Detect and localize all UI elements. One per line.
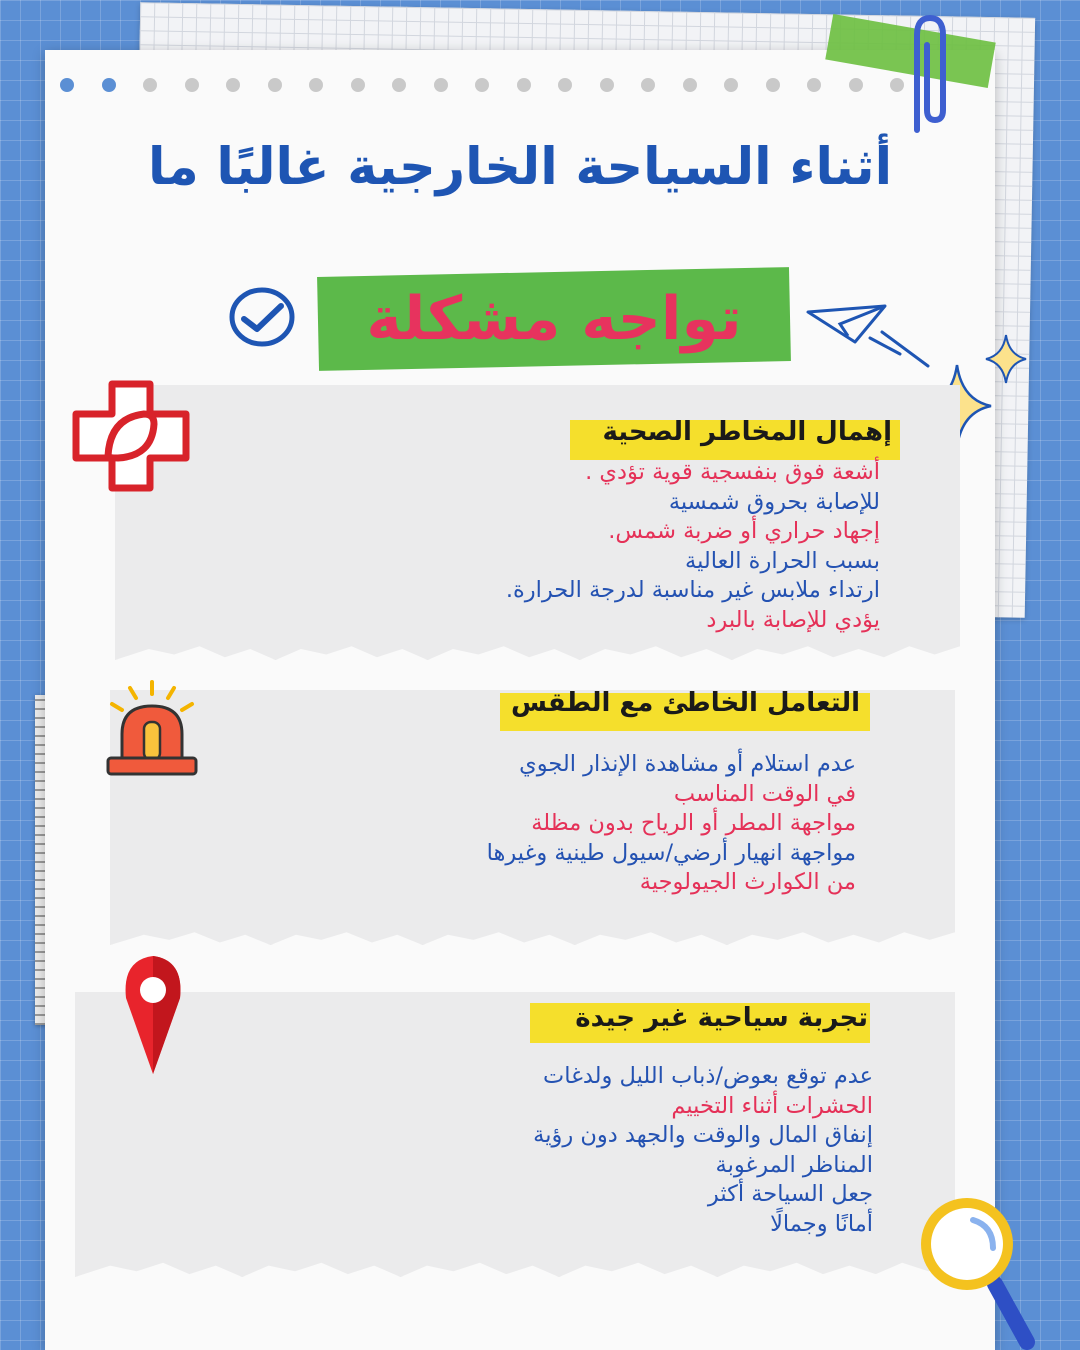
list-item: في الوقت المناسب xyxy=(673,780,856,807)
section-heading: التعامل الخاطئ مع الطقس xyxy=(510,688,860,718)
list-item: أشعة فوق بنفسجية قوية تؤدي . xyxy=(585,459,880,485)
punch-hole xyxy=(351,78,365,92)
list-item: إجهاد حراري أو ضربة شمس. xyxy=(608,518,880,544)
subtitle: تواجه مشكلة xyxy=(366,284,742,354)
list-item: إنفاق المال والوقت والجهد دون رؤية xyxy=(533,1122,873,1148)
list-item: من الكوارث الجيولوجية xyxy=(639,869,856,895)
punch-hole xyxy=(724,78,738,92)
list-item: عدم توقع بعوض/ذباب الليل ولدغات xyxy=(543,1063,873,1089)
section-heading: إهمال المخاطر الصحية xyxy=(602,417,892,447)
list-item: جعل السياحة أكثر xyxy=(707,1181,873,1207)
punch-hole xyxy=(143,78,157,92)
list-item: عدم استلام أو مشاهدة الإنذار الجوي xyxy=(519,751,856,777)
punch-hole xyxy=(641,78,655,92)
paperclip-icon xyxy=(895,10,955,140)
punch-hole xyxy=(309,78,323,92)
punch-hole xyxy=(475,78,489,92)
list-item: المناظر المرغوبة xyxy=(715,1151,873,1178)
page-title: أثناء السياحة الخارجية غالبًا ما xyxy=(147,138,893,197)
check-icon xyxy=(228,284,298,350)
medical-cross-icon xyxy=(70,378,192,494)
list-item: بسبب الحرارة العالية xyxy=(685,547,880,574)
punch-hole xyxy=(807,78,821,92)
section-list xyxy=(300,458,880,635)
punch-hole xyxy=(268,78,282,92)
alarm-siren-icon xyxy=(100,678,204,778)
list-item: الحشرات أثناء التخييم xyxy=(671,1092,873,1119)
punch-hole xyxy=(683,78,697,92)
list-item: مواجهة المطر أو الرياح بدون مظلة xyxy=(531,810,856,836)
section-list xyxy=(300,750,856,898)
punch-hole xyxy=(517,78,531,92)
punch-hole xyxy=(558,78,572,92)
punch-hole xyxy=(60,78,74,92)
punch-hole xyxy=(600,78,614,92)
map-pin-icon xyxy=(118,950,188,1080)
list-item: مواجهة انهيار أرضي/سيول طينية وغيرها xyxy=(486,839,856,866)
magnifier-icon xyxy=(915,1192,1040,1350)
list-item: يؤدي للإصابة بالبرد xyxy=(706,606,880,633)
punch-hole xyxy=(102,78,116,92)
section-list xyxy=(340,1062,873,1239)
list-item: ارتداء ملابس غير مناسبة لدرجة الحرارة. xyxy=(505,577,880,603)
punch-hole xyxy=(185,78,199,92)
paper-plane-icon xyxy=(800,292,940,372)
punch-hole xyxy=(434,78,448,92)
punch-hole xyxy=(226,78,240,92)
list-item: أمانًا وجمالًا xyxy=(770,1210,873,1237)
punch-holes xyxy=(60,78,904,92)
punch-hole xyxy=(849,78,863,92)
list-item: للإصابة بحروق شمسية xyxy=(668,488,880,515)
punch-hole xyxy=(766,78,780,92)
punch-hole xyxy=(392,78,406,92)
section-heading: تجربة سياحية غير جيدة xyxy=(575,1003,868,1033)
